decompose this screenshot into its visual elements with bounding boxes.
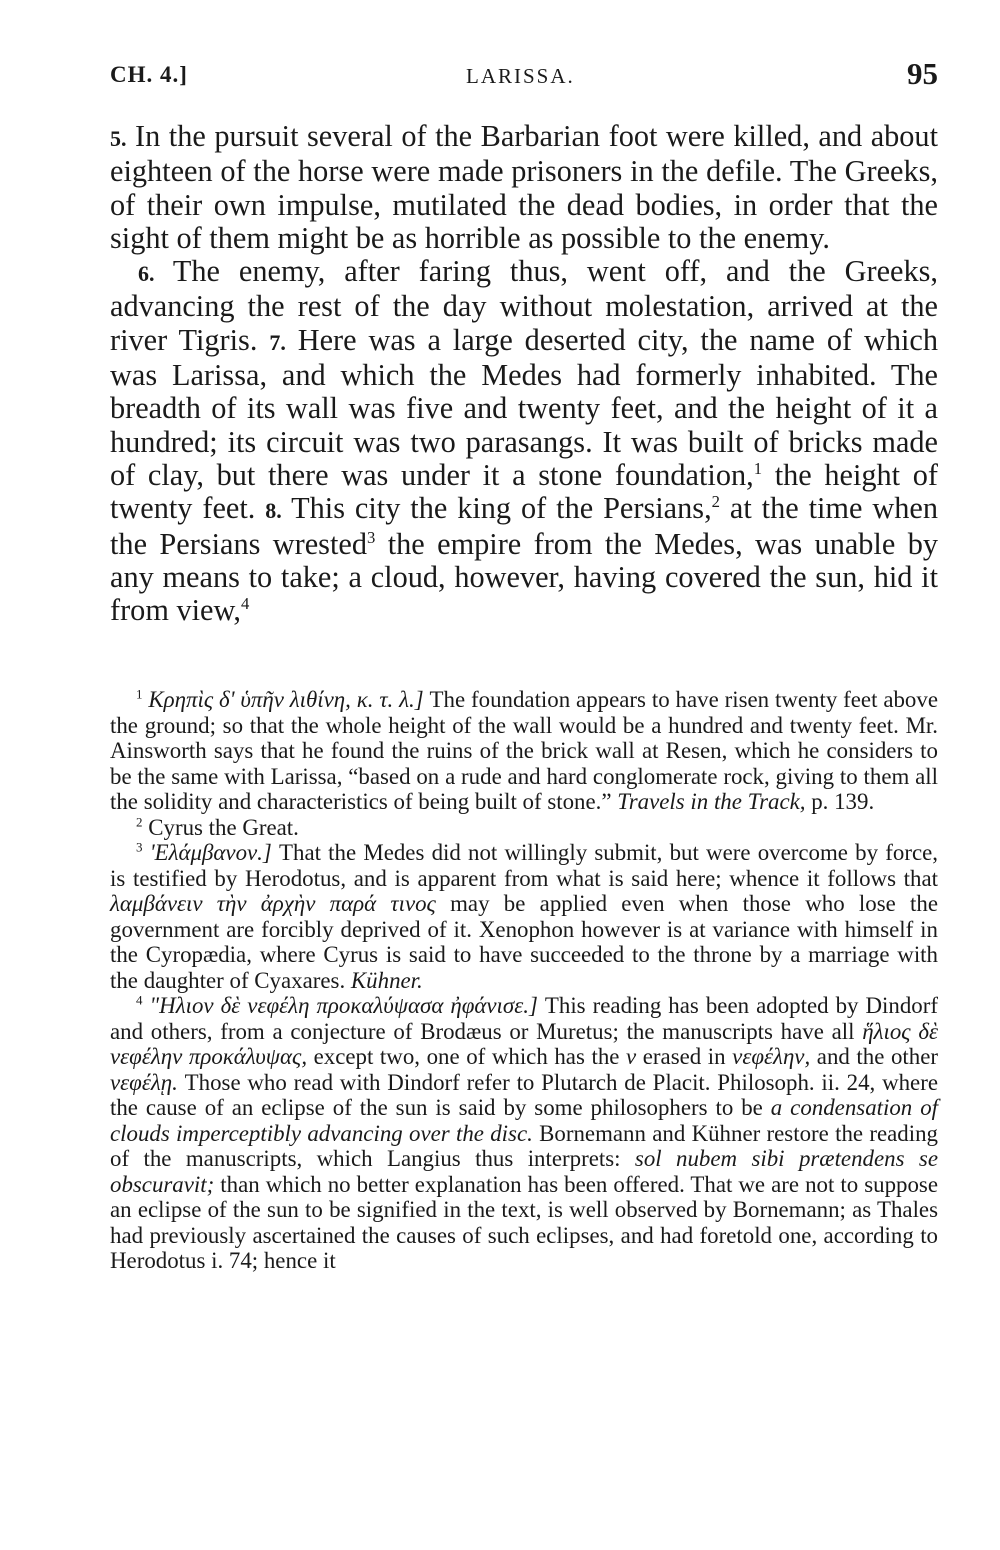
author-name: Kühner. <box>350 967 423 993</box>
footnote-text: That the Medes did not willingly submit, but were overcome by force, is testified by Herodotus, and is apparent from what is said here; whence it follows that <box>110 840 938 891</box>
footnote-text: than which no better explanation has been offered. That we are not to suppose an eclipse of the sun to be signified in the text, is well observed by Bornemann; as Thales had previously ascertained the causes of such eclipses, and had foretold one, according to Herodotus i. 74; hence it <box>110 1171 938 1273</box>
paragraph-text: The enemy, after faring thus, went off, and the Greeks, advancing the rest of the day without molestation, arrived at the river Tigris. <box>110 254 939 357</box>
section-number: 6. <box>138 261 155 287</box>
footnote-3 <box>110 840 938 993</box>
main-text <box>110 120 938 627</box>
footnote-mark: 3 <box>136 839 143 855</box>
footnotes <box>110 687 938 1274</box>
footnote-ref[interactable]: 4 <box>240 594 250 614</box>
footnote-mark: 1 <box>136 686 143 702</box>
greek-lemma: Κρηπὶς δ' ὑπῆν λιθίνη, κ. τ. λ.] <box>148 687 424 712</box>
page-number: 95 <box>907 56 938 91</box>
footnote-text: erased in <box>636 1044 733 1069</box>
footnote-mark: 2 <box>136 813 143 829</box>
paragraph-text: Here was a large deserted city, the name of which was Larissa, and which the Medes had formerly inhabited. The breadth of its wall was five and twenty feet, and the height of it a hundred; its circuit was two parasangs. It was built of bricks made of clay, but there was under it a stone foundation, <box>110 322 938 492</box>
running-title: LARISSA. <box>466 64 575 88</box>
footnote-text: Cyrus the Great. <box>148 814 299 840</box>
paragraph <box>110 120 938 255</box>
footnote-text: may be applied even when those who lose the government are forcibly deprived of it. Xenophon however is at variance with himself in the Cyropædia, where Cyrus is said to have succeeded to the throne by a marriage with the daughter of Cyaxares. <box>110 891 939 993</box>
greek-word: νεφέλῃ. <box>110 1069 178 1095</box>
footnote-text: p. 139. <box>805 789 875 814</box>
footnote-text: Those who read with Dindorf refer to Plutarch de Placit. Philosoph. ii. 24, where the cause of an eclipse of the sun is said by some philosophers to be <box>110 1069 938 1120</box>
paragraph-text: the height of twenty feet. <box>110 457 938 526</box>
paragraph-text: the empire from the Medes, was unable by any means to take; a cloud, however, having covered the sun, hid it from view, <box>110 526 938 628</box>
footnote-text: This reading has been adopted by Dindorf and others, from a conjecture of Brodæus or Muretus; the manuscripts have all <box>110 993 938 1044</box>
section-number: 7. <box>269 329 286 355</box>
paragraph <box>110 255 938 627</box>
paragraph-text: In the pursuit several of the Barbarian foot were killed, and about eighteen of the horse were made prisoners in the defile. The Greeks, of their own impulse, mutilated the dead bodies, in order that the sight of them might be as horrible as possible to the enemy. <box>110 119 938 255</box>
footnote-2 <box>110 815 938 841</box>
footnote-1 <box>110 687 938 815</box>
footnote-text: Bornemann and Kühner restore the reading of the manuscripts, which Langius thus interprets: <box>110 1120 939 1171</box>
footnote-ref[interactable]: 3 <box>367 527 376 547</box>
footnote-ref[interactable]: 1 <box>753 458 763 478</box>
footnote-ref[interactable]: 2 <box>711 492 720 512</box>
greek-letter: ν <box>626 1044 637 1069</box>
footnote-text: The foundation appears to have risen twenty feet above the ground; so that the whole height of the wall would be a hundred and twenty feet. Mr. Ainsworth says that he found the ruins of the brick wall at Resen, which he considers to be the same with Larissa, “based on a rude and hard conglomerate rock, giving to them all the solidity and characteristics of being built of stone.” <box>110 687 938 814</box>
chapter-label: CH. 4.] <box>110 62 188 87</box>
section-number: 5. <box>110 126 127 151</box>
greek-phrase: ἥλιος δὲ νεφέλην προκάλυψας, <box>110 1018 939 1069</box>
footnote-mark: 4 <box>136 992 143 1008</box>
book-title: Travels in the Track, <box>617 789 806 814</box>
paragraph-text: at the time when the Persians wrested <box>110 491 938 561</box>
paragraph-text: This city the king of the Persians, <box>291 491 712 526</box>
greek-lemma: 'Ελάμβανον.] <box>149 840 272 865</box>
running-head <box>110 56 938 96</box>
greek-lemma: "Ηλιον δὲ νεφέλη προκαλύψασα ἠφάνισε.] <box>149 993 538 1018</box>
footnote-text: and the other <box>810 1044 938 1069</box>
latin-quote: sol nubem sibi prætendens se obscuravit; <box>110 1146 938 1197</box>
section-number: 8. <box>265 498 282 524</box>
greek-word: νεφέλην, <box>732 1044 811 1069</box>
greek-phrase: λαμβάνειν τὴν ἀρχὴν παρά τινος <box>110 891 436 916</box>
italic-quote: a condensation of clouds imperceptibly advancing over the disc. <box>110 1095 939 1146</box>
footnote-text: except two, one of which has the <box>307 1044 626 1069</box>
footnote-4 <box>110 993 938 1274</box>
